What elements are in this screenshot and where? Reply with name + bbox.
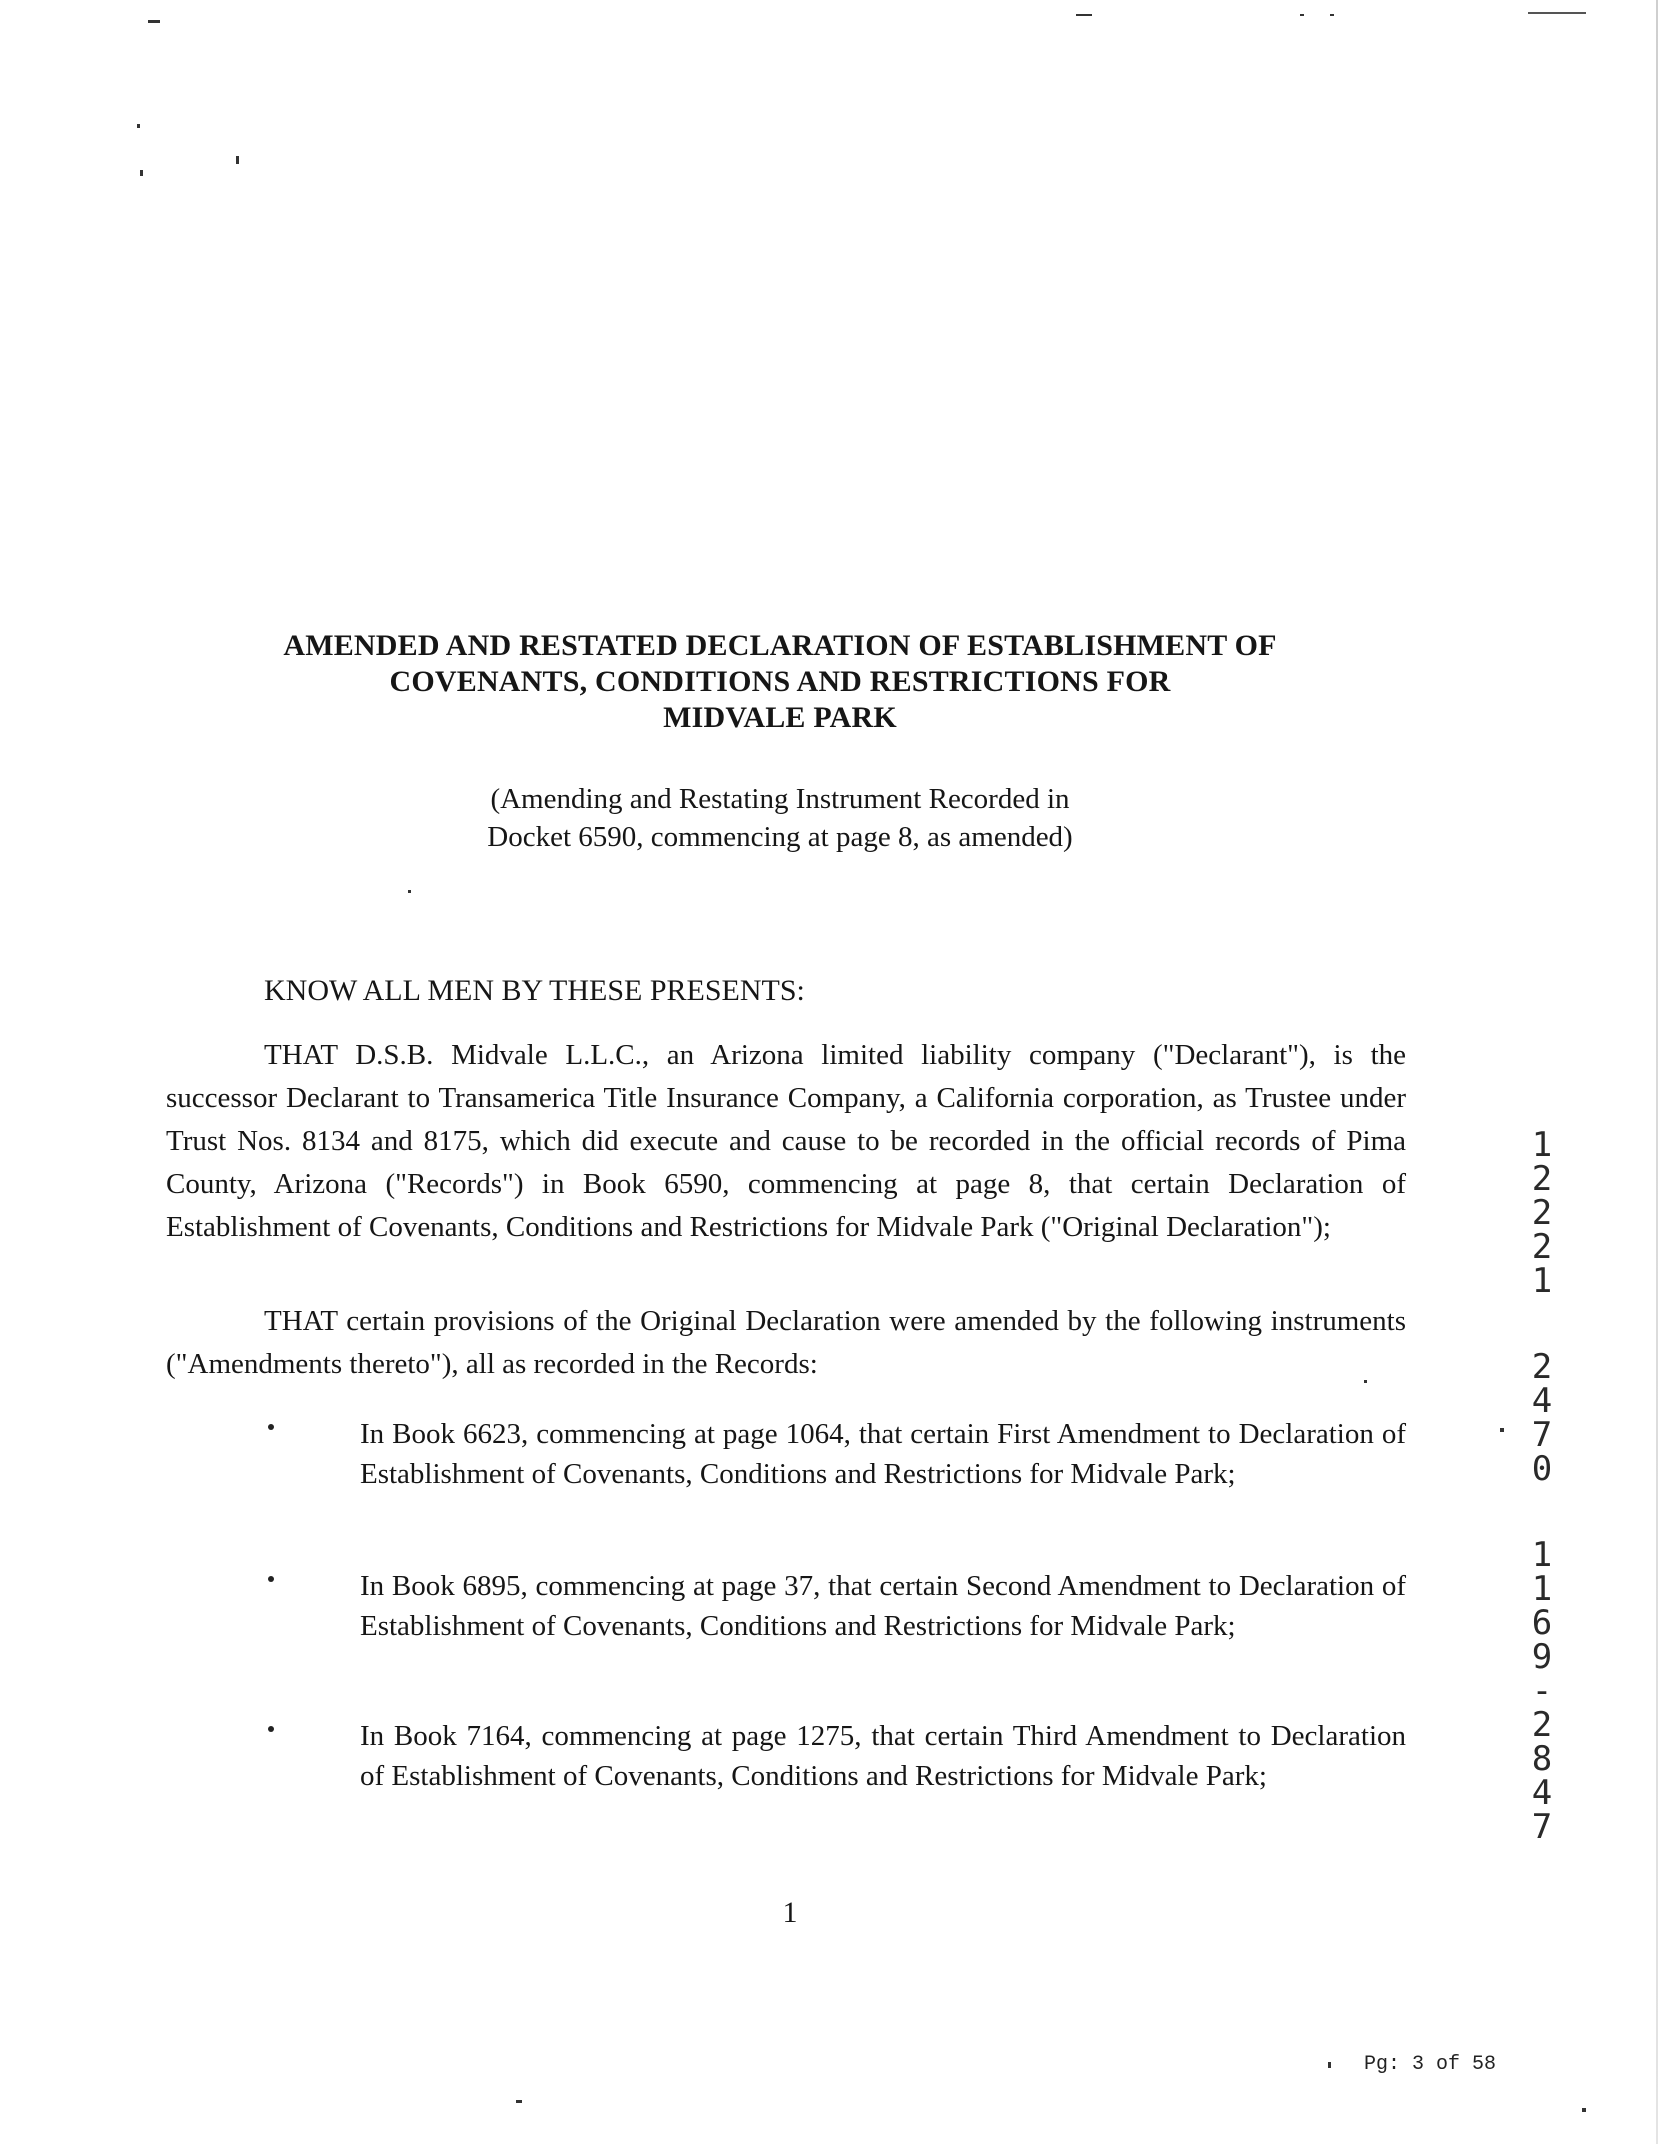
- document-subtitle: [380, 780, 1180, 856]
- scan-edge-line: [1656, 0, 1658, 2144]
- subtitle-line-1: (Amending and Restating Instrument Recorded in: [490, 783, 1070, 815]
- amendment-text: In Book 7164, commencing at page 1275, that certain Third Amendment to Declaration of Establishment of Covenants, Conditions and Restrictions for Midvale Park;: [360, 1720, 1406, 1792]
- scan-speck: [148, 20, 160, 23]
- scan-speck: [1500, 1428, 1504, 1432]
- title-line-2: COVENANTS, CONDITIONS AND RESTRICTIONS FOR: [389, 665, 1171, 698]
- recording-stamp: [1520, 1125, 1564, 1847]
- stamp-digit: 2: [1531, 1227, 1553, 1267]
- stamp-digit: 7: [1531, 1415, 1553, 1455]
- bullet-icon: [268, 1576, 274, 1582]
- scan-speck: [236, 156, 239, 164]
- scan-speck: [137, 124, 140, 128]
- stamp-digit: 1: [1531, 1261, 1553, 1301]
- stamp-digit: 1: [1531, 1535, 1553, 1575]
- stamp-gap: [1520, 1298, 1564, 1350]
- stamp-digit: 6: [1531, 1603, 1553, 1643]
- stamp-digit: 2: [1531, 1193, 1553, 1233]
- intro-heading: KNOW ALL MEN BY THESE PRESENTS:: [264, 974, 805, 1007]
- footer-page-count: Pg: 3 of 58: [1364, 2053, 1497, 2076]
- stamp-digit: 1: [1531, 1569, 1553, 1609]
- scan-speck: [1328, 2062, 1331, 2068]
- bullet-icon: [268, 1424, 274, 1430]
- stamp-digit: 2: [1531, 1159, 1553, 1199]
- amendment-item: [360, 1414, 1406, 1494]
- bullet-icon: [268, 1726, 274, 1732]
- stamp-digit: 0: [1531, 1449, 1553, 1489]
- paragraph-declarant: THAT D.S.B. Midvale L.L.C., an Arizona limited liability company ("Declarant"), is the successor Declarant to Transamerica Title Insurance Company, a California corporation, as Trustee under Trust Nos. 8134 and 8175, which did execute and cause to be recorded in the official records of Pima County, Arizona ("Records") in Book 6590, commencing at page 8, that certain Declaration of Establishment of Covenants, Conditions and Restrictions for Midvale Park ("Original Declaration");: [166, 1039, 1406, 1243]
- scan-speck: [1330, 14, 1334, 16]
- scan-speck: [1300, 14, 1304, 16]
- page-number: 1: [782, 1896, 798, 1929]
- scan-speck: [1076, 14, 1092, 16]
- scan-top-rule: [1528, 12, 1586, 14]
- paragraph-amendments: THAT certain provisions of the Original Declaration were amended by the following instruments ("Amendments thereto"), all as recorded in the Records:: [166, 1305, 1406, 1380]
- stamp-digit: 7: [1531, 1807, 1553, 1847]
- scan-speck: [516, 2100, 522, 2103]
- amendment-item: [360, 1566, 1406, 1646]
- stamp-digit: 1: [1531, 1125, 1553, 1165]
- amendment-text: In Book 6895, commencing at page 37, that certain Second Amendment to Declaration of Establishment of Covenants, Conditions and Restrictions for Midvale Park;: [360, 1570, 1406, 1642]
- subtitle-line-2: Docket 6590, commencing at page 8, as amended): [487, 821, 1073, 853]
- stamp-digit: 4: [1531, 1381, 1553, 1421]
- stamp-digit: 8: [1531, 1739, 1553, 1779]
- stamp-digit: 2: [1531, 1347, 1553, 1387]
- title-line-1: AMENDED AND RESTATED DECLARATION OF ESTABLISHMENT OF: [283, 629, 1277, 662]
- scan-speck: [140, 170, 143, 176]
- scan-speck: [408, 890, 411, 893]
- amendment-text: In Book 6623, commencing at page 1064, that certain First Amendment to Declaration of Establishment of Covenants, Conditions and Restrictions for Midvale Park;: [360, 1418, 1406, 1490]
- stamp-digit: 9: [1531, 1637, 1553, 1677]
- stamp-digit: 2: [1531, 1705, 1553, 1745]
- stamp-gap: [1520, 1486, 1564, 1538]
- scan-speck: [1582, 2108, 1586, 2112]
- amendment-item: [360, 1716, 1406, 1796]
- document-title: [200, 628, 1360, 736]
- stamp-digit: -: [1531, 1671, 1553, 1711]
- title-line-3: MIDVALE PARK: [663, 701, 897, 734]
- stamp-digit: 4: [1531, 1773, 1553, 1813]
